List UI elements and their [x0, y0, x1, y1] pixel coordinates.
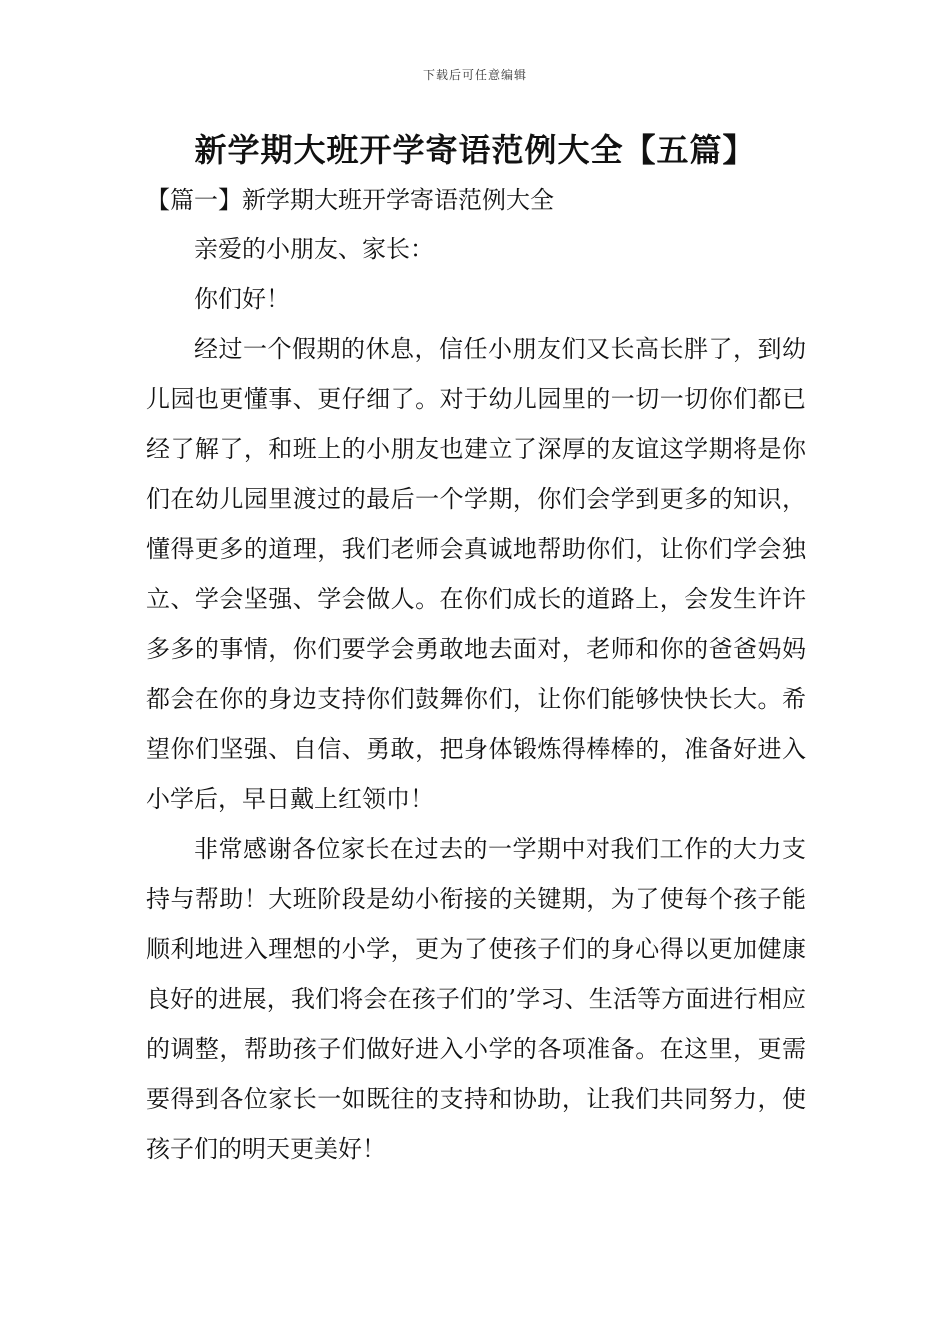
document-body — [146, 224, 806, 1174]
paragraph-to-children: 经过一个假期的休息，信任小朋友们又长高长胖了，到幼儿园也更懂事、更仔细了。对于幼儿园里的一切一切你们都已经了解了，和班上的小朋友也建立了深厚的友谊这学期将是你们在幼儿园里渡过的最后一个学期，你们会学到更多的知识，懂得更多的道理，我们老师会真诚地帮助你们，让你们学会独立、学会坚强、学会做人。在你们成长的道路上，会发生许许多多的事情，你们要学会勇敢地去面对，老师和你的爸爸妈妈都会在你的身边支持你们鼓舞你们，让你们能够快快长大。希望你们坚强、自信、勇敢，把身体锻炼得棒棒的，准备好进入小学后，早日戴上红领巾！ — [146, 335, 806, 813]
paragraph-hello: 你们好！ — [194, 285, 290, 313]
section-heading: 【篇一】新学期大班开学寄语范例大全 — [146, 186, 554, 214]
paragraph-greeting: 亲爱的小朋友、家长： — [194, 235, 434, 263]
paragraph-to-parents: 非常感谢各位家长在过去的一学期中对我们工作的大力支持与帮助！大班阶段是幼小衔接的关键期，为了使每个孩子能顺利地进入理想的小学，更为了使孩子们的身心得以更加健康良好的进展，我们将会在孩子们的’学习、生活等方面进行相应的调整，帮助孩子们做好进入小学的各项准备。在这里，更需要得到各位家长一如既往的支持和协助，让我们共同努力，使孩子们的明天更美好！ — [146, 835, 806, 1163]
page-title: 新学期大班开学寄语范例大全【五篇】 — [194, 131, 756, 169]
header-note: 下载后可任意编辑 — [422, 68, 527, 82]
